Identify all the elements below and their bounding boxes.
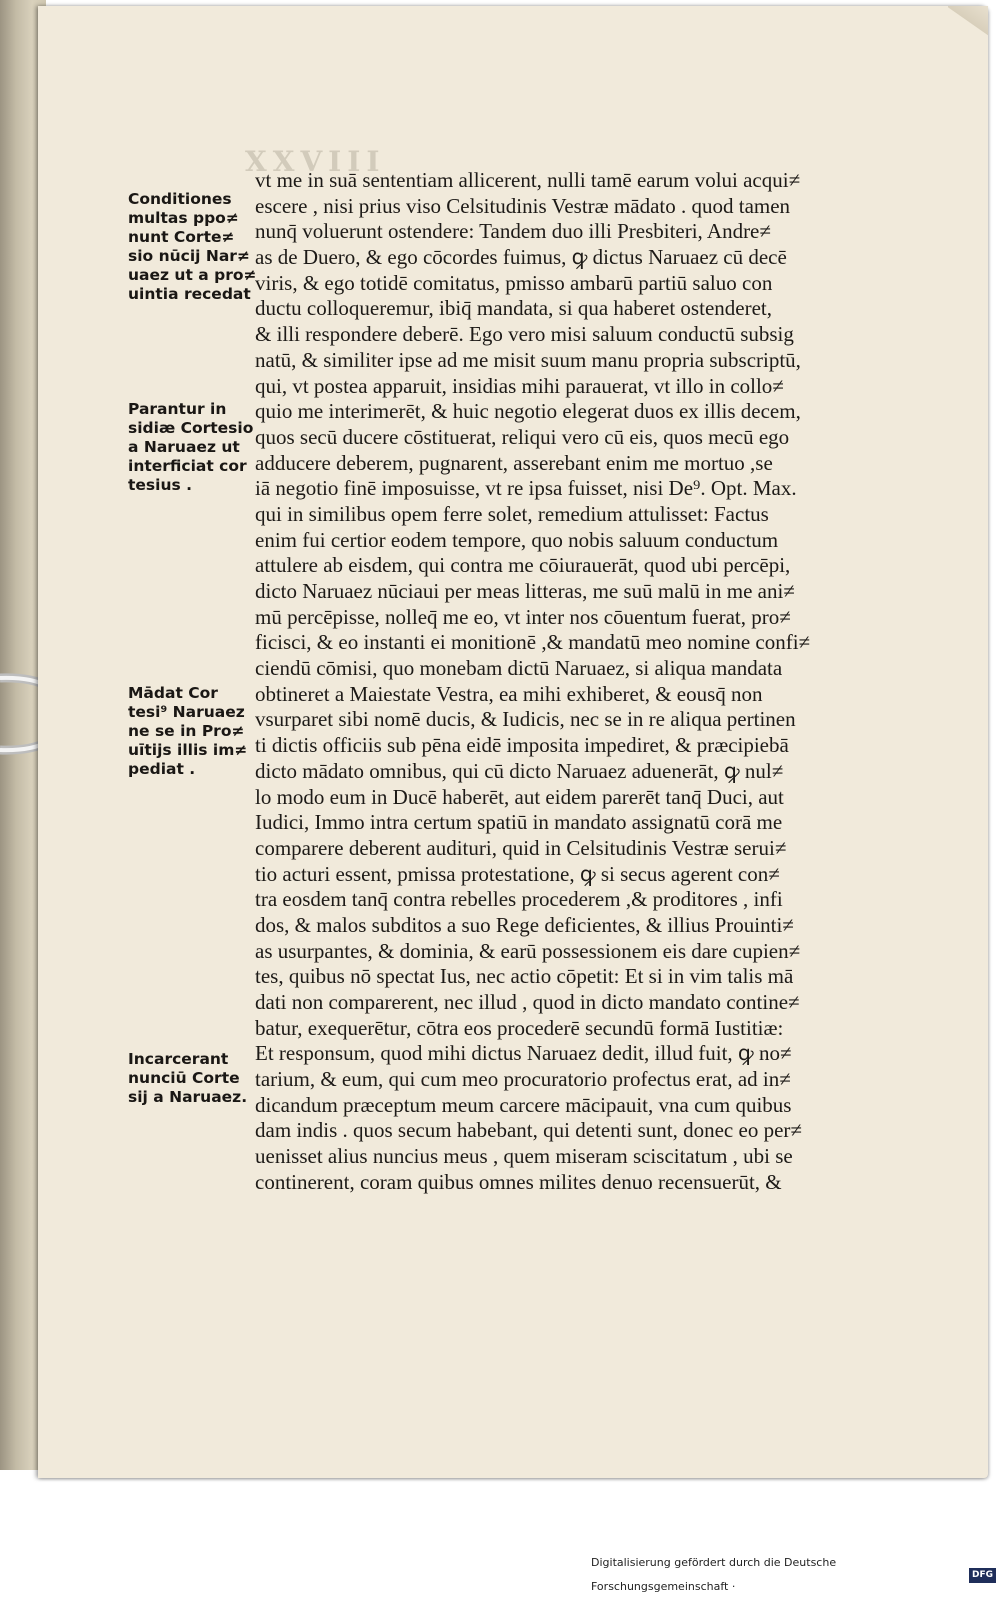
margin-note-line: pediat . — [128, 760, 196, 778]
margin-note-line: Conditiones — [128, 190, 232, 208]
margin-note-line: a Naruaez ut — [128, 438, 240, 456]
text-line: quio me interimerēt, & huic negotio elegerat duos ex illis decem, — [255, 399, 801, 424]
text-line: natū, & similiter ipse ad me misit suum manu propria subscriptū, — [255, 347, 801, 372]
text-line: tio acturi essent, pmissa protestatione, ꝙ si secus agerent con≠ — [255, 861, 780, 886]
text-line: dos, & malos subditos a suo Rege deficientes, & illius Prouinti≠ — [255, 912, 794, 937]
margin-note-line: sio nūcij Nar≠ — [128, 247, 250, 265]
margin-note-line: uītijs illis im≠ — [128, 741, 248, 759]
text-line: dicto mādato omnibus, qui cū dicto Naruaez aduenerāt, ꝙ nul≠ — [255, 758, 784, 783]
text-line: Et responsum, quod mihi dictus Naruaez dedit, illud fuit, ꝙ no≠ — [255, 1041, 792, 1066]
text-line: vsurparet sibi nomē ducis, & Iudicis, nec se in re aliqua pertinen — [255, 707, 796, 732]
text-line: enim fui certior eodem tempore, quo nobis saluum conductum — [255, 527, 779, 552]
margin-note-line: Incarcerant — [128, 1050, 229, 1068]
margin-note — [128, 1050, 253, 1107]
text-line: attulere ab eisdem, qui contra me cōiurauerāt, quod ubi percēpi, — [255, 553, 791, 578]
footer-credit — [591, 1556, 1000, 1593]
text-line: dati non comparerent, nec illud , quod in dicto mandato contine≠ — [255, 990, 800, 1014]
text-line: dicandum præceptum meum carcere mācipauit, vna cum quibus — [255, 1092, 792, 1117]
page-corner — [948, 6, 988, 36]
margin-note — [128, 400, 253, 495]
text-line: qui in similibus opem ferre solet, remedium attulisset: Factus — [255, 501, 769, 526]
text-line: adducere deberem, pugnarent, asserebant enim me mortuo ,se — [255, 450, 773, 475]
margin-note-line: nunt Corte≠ — [128, 228, 235, 246]
text-line: ductu colloqueremur, ibiq̄ mandata, si qua haberet ostenderet, — [255, 296, 772, 321]
text-line: tarium, & eum, qui cum meo procuratorio profectus erat, ad in≠ — [255, 1067, 791, 1092]
show-through-header: XXVIII — [245, 145, 386, 178]
text-line: iā negotio finē imposuisse, vt re ipsa fuisset, nisi De⁹. Opt. Max. — [255, 476, 797, 501]
text-line: as de Duero, & ego cōcordes fuimus, ꝙ dictus Naruaez cū decē — [255, 245, 787, 270]
margin-note-line: sidiæ Cortesio — [128, 419, 254, 437]
margin-note-line: ne se in Pro≠ — [128, 722, 245, 740]
margin-note-line: tesi⁹ Naruaez — [128, 703, 245, 721]
text-line: comparere deberent audituri, quid in Celsitudinis Vestræ serui≠ — [255, 835, 787, 860]
text-line: qui, vt postea apparuit, insidias mihi parauerat, vt illo in collo≠ — [255, 373, 784, 398]
text-line: lo modo eum in Ducē haberēt, aut eidem parerēt tanq̄ Duci, aut — [255, 784, 784, 809]
text-line: obtineret a Maiestate Vestra, ea mihi exhiberet, & eousq̄ non — [255, 681, 763, 706]
footer-text: Digitalisierung gefördert durch die Deutsche Forschungsgemeinschaft · — [591, 1556, 837, 1593]
text-line: as usurpantes, & dominia, & earū possessionem eis dare cupien≠ — [255, 938, 801, 963]
text-line: ti dictis officiis sub pēna eidē imposita impediret, & præcipiebā — [255, 733, 789, 758]
text-line: viris, & ego totidē comitatus, pmisso ambarū partiū saluo con — [255, 270, 773, 295]
text-line: Iudici, Immo intra certum spatiū in mandato assignatū corā me — [255, 810, 783, 835]
text-line: escere , nisi prius viso Celsitudinis Vestræ mādato . quod tamen — [255, 193, 791, 218]
text-line: mū percēpisse, nolleq̄ me eo, vt inter nos cōuentum fuerat, pro≠ — [255, 604, 791, 629]
text-line: ciendū cōmisi, quo monebam dictū Naruaez, si aliqua mandata — [255, 656, 783, 681]
margin-note-line: tesius . — [128, 476, 193, 494]
main-text — [255, 168, 870, 1196]
margin-note-line: uintia recedat — [128, 285, 251, 303]
text-line: tes, quibus nō spectat Ius, nec actio cōpetit: Et si in vim talis mā — [255, 964, 794, 989]
text-line: dam indis . quos secum habebant, qui detenti sunt, donec eo per≠ — [255, 1118, 802, 1143]
margin-note-line: uaez ut a pro≠ — [128, 266, 257, 284]
text-line: dicto Naruaez nūciaui per meas litteras, me suū malū in me ani≠ — [255, 579, 795, 603]
text-line: tra eosdem tanq̄ contra rebelles procederem ,& proditores , infi — [255, 887, 783, 912]
text-line: batur, exequerētur, cōtra eos procederē secundū formā Iustitiæ: — [255, 1015, 784, 1040]
text-line: quos secū ducere cōstituerat, reliqui vero cū eis, quos mecū ego — [255, 424, 790, 449]
margin-note-line: Mādat Cor — [128, 684, 218, 702]
text-line: nunq̄ voluerunt ostendere: Tandem duo illi Presbiteri, Andre≠ — [255, 219, 771, 244]
text-line: ficisci, & eo instanti ei monitionē ,& mandatū meo nomine confi≠ — [255, 630, 811, 655]
margin-note-line: nunciū Corte — [128, 1069, 240, 1087]
text-line: vt me in suā sententiam allicerent, nulli tamē earum volui acqui≠ — [255, 168, 801, 192]
margin-note — [128, 190, 257, 304]
text-line: uenisset alius nuncius meus , quem miseram sciscitatum , ubi se — [255, 1144, 793, 1169]
margin-note-line: multas ppo≠ — [128, 209, 239, 227]
margin-note-line: interficiat cor — [128, 457, 247, 475]
dfg-logo: DFG — [969, 1568, 996, 1583]
margin-note — [128, 684, 253, 779]
text-line: & illi respondere deberē. Ego vero misi saluum conductū subsig — [255, 322, 794, 347]
text-line: continerent, coram quibus omnes milites denuo recensuerūt, & — [255, 1169, 782, 1194]
margin-note-line: sij a Naruaez. — [128, 1088, 248, 1106]
margin-note-line: Parantur in — [128, 400, 227, 418]
